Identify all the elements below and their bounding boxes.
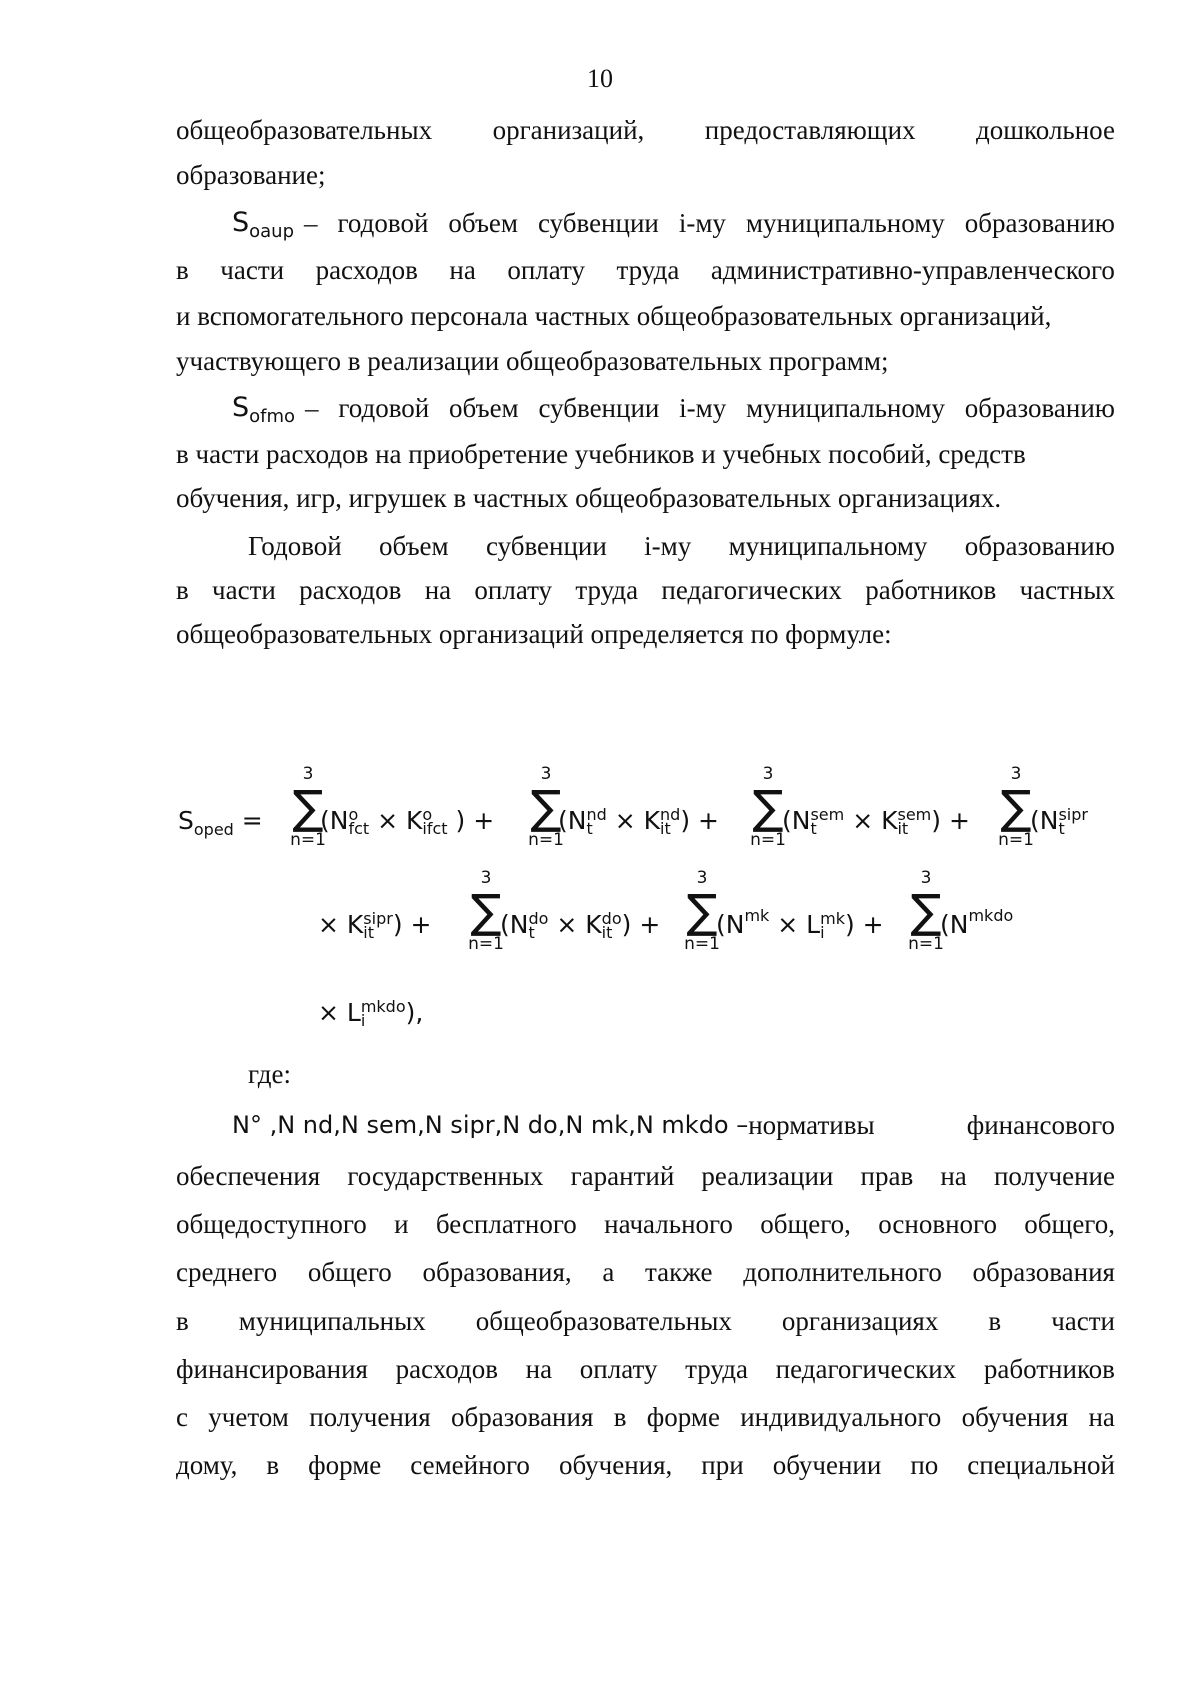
- norms-text: [748, 1108, 1115, 1142]
- word: i-му: [644, 531, 692, 561]
- word: обучения: [961, 1402, 1069, 1432]
- word: дому,: [176, 1450, 238, 1480]
- word: на: [1088, 1402, 1115, 1432]
- word: обеспечения: [176, 1161, 321, 1191]
- norms-symbols: N° ,N nd,N sem,N sipr,N do,N mk,N mkdo –: [232, 1111, 749, 1139]
- text-line: участвующего в реализации общеобразовательных программ;: [176, 346, 889, 376]
- formula-term-1: (N o fct × K o ifct ) +: [320, 805, 495, 838]
- word: и: [394, 1209, 409, 1239]
- word: на: [449, 255, 476, 285]
- word: индивидуального: [740, 1402, 942, 1432]
- text-line: [176, 1255, 1115, 1289]
- word: форме: [646, 1402, 720, 1432]
- word: i-му: [678, 208, 726, 238]
- word: по: [910, 1450, 939, 1480]
- formula-term-2: (N nd t × K nd it ) +: [558, 805, 719, 838]
- word: труда: [616, 255, 680, 285]
- word: гарантий: [570, 1161, 675, 1191]
- word: i-му: [679, 393, 727, 423]
- formula-term-5: (N do t × K do it ) +: [500, 909, 661, 942]
- word: работников: [983, 1354, 1115, 1384]
- text-line: [176, 1304, 1115, 1338]
- word: –: [304, 208, 318, 238]
- word: части: [1051, 1306, 1115, 1336]
- word: годовой: [338, 393, 430, 423]
- symbol-s-oaup: $S_{oaup}$: [232, 207, 295, 242]
- word: субвенции: [485, 531, 607, 561]
- text-line: [176, 1352, 1115, 1386]
- word: общего: [307, 1257, 392, 1287]
- word: годовой: [337, 208, 429, 238]
- formula-term-7: ($N^{mkdo}$: [940, 906, 1014, 939]
- definition-text: [304, 206, 1115, 249]
- sum-sign: 3 ∑ n=1: [528, 764, 564, 850]
- word: среднего: [176, 1257, 278, 1287]
- word: форме: [308, 1450, 382, 1480]
- word: нормативы: [748, 1110, 875, 1140]
- word: организаций,: [492, 115, 645, 145]
- word: общеобразовательных: [475, 1306, 732, 1336]
- sum-sign: 3 ∑ n=1: [750, 764, 786, 850]
- word: субвенции: [538, 393, 660, 423]
- symbol-s-ofmo: $S_{ofmo}$: [232, 392, 296, 427]
- word: муниципальному: [728, 531, 928, 561]
- text-line: образование;: [176, 160, 326, 190]
- word: с: [176, 1402, 188, 1432]
- word: специальной: [967, 1450, 1115, 1480]
- word: общего,: [760, 1209, 851, 1239]
- word: образованию: [964, 393, 1115, 423]
- word: расходов: [315, 255, 418, 285]
- text-line: [248, 529, 1115, 563]
- word: объем: [379, 531, 449, 561]
- word: в: [988, 1306, 1002, 1336]
- page-number: 10: [587, 64, 613, 93]
- word: субвенции: [537, 208, 659, 238]
- word: оплату: [507, 255, 585, 285]
- word: получения: [309, 1402, 431, 1432]
- text-line: и вспомогательного персонала частных общеобразовательных организаций,: [176, 301, 1052, 331]
- word: частных: [1019, 575, 1115, 605]
- word: административно-управленческого: [710, 255, 1115, 285]
- sum-sign: 3 ∑ n=1: [468, 868, 504, 954]
- definition-text: [305, 391, 1115, 434]
- text-line: общеобразовательных организаций определяется по формуле:: [176, 619, 892, 649]
- word: общеобразовательных: [176, 115, 433, 145]
- word: педагогических: [775, 1354, 957, 1384]
- text-line: [176, 573, 1115, 607]
- sum-sign: 3 ∑ n=1: [908, 868, 944, 954]
- text-line: [176, 1159, 1115, 1193]
- word: работников: [865, 575, 997, 605]
- text-line: в части расходов на приобретение учебников и учебных пособий, средств: [176, 439, 1026, 469]
- word: семейного: [410, 1450, 530, 1480]
- word: дополнительного: [743, 1257, 942, 1287]
- word: основного: [878, 1209, 997, 1239]
- word: на: [525, 1354, 553, 1384]
- word: оплату: [579, 1354, 658, 1384]
- norms-line: [232, 1108, 1115, 1142]
- word: учетом: [208, 1402, 289, 1432]
- word: Годовой: [248, 531, 342, 561]
- text-line: [176, 113, 1115, 147]
- word: муниципальных: [238, 1306, 426, 1336]
- word: образованию: [964, 531, 1115, 561]
- word: части: [212, 575, 276, 605]
- word: расходов: [299, 575, 402, 605]
- word: труда: [575, 575, 639, 605]
- word: прав: [860, 1161, 914, 1191]
- word: оплату: [474, 575, 553, 605]
- word: финансового: [966, 1110, 1115, 1140]
- word: на: [424, 575, 452, 605]
- word: –: [305, 393, 319, 423]
- formula-term-4-cont: × K sipr it ) +: [318, 909, 432, 942]
- word: государственных: [347, 1161, 544, 1191]
- word: обучения,: [558, 1450, 673, 1480]
- text-line: [176, 253, 1115, 287]
- word: образованию: [964, 208, 1115, 238]
- word: труда: [685, 1354, 748, 1384]
- word: финансирования: [176, 1354, 368, 1384]
- word: на: [940, 1161, 967, 1191]
- word: расходов: [395, 1354, 498, 1384]
- sum-sign: 3 ∑ n=1: [290, 764, 326, 850]
- text-line: обучения, игр, игрушек в частных общеобразовательных организациях.: [176, 483, 1002, 513]
- word: реализации: [701, 1161, 834, 1191]
- word: муниципальному: [746, 393, 945, 423]
- word: в: [613, 1402, 627, 1432]
- word: а: [602, 1257, 615, 1287]
- text-line: [176, 1448, 1115, 1482]
- word: образования: [972, 1257, 1115, 1287]
- word: дошкольное: [976, 115, 1115, 145]
- word: при: [701, 1450, 744, 1480]
- word: предоставляющих: [704, 115, 916, 145]
- word: получение: [993, 1161, 1115, 1191]
- word: объем: [449, 393, 519, 423]
- word: в: [266, 1450, 280, 1480]
- text-line: [176, 1207, 1115, 1241]
- definition-line: [232, 206, 1115, 249]
- word: в: [176, 575, 189, 605]
- word: объем: [448, 208, 518, 238]
- word: образования,: [422, 1257, 572, 1287]
- word: обучении: [772, 1450, 882, 1480]
- word: общедоступного: [176, 1209, 367, 1239]
- word: организациях: [781, 1306, 939, 1336]
- formula-term-6: ($N^{mk} \times L$ mk i ) +: [716, 906, 884, 942]
- formula-term-3: (N sem t × K sem it ) +: [782, 805, 970, 838]
- where-label: где:: [248, 1059, 291, 1089]
- word: педагогических: [661, 575, 842, 605]
- sum-sign: 3 ∑ n=1: [684, 868, 720, 954]
- definition-line: [232, 391, 1115, 434]
- formula-term-7-cont: × L mkdo i ),: [318, 997, 424, 1030]
- word: в: [176, 255, 189, 285]
- text-line: [176, 1400, 1115, 1434]
- word: образования: [450, 1402, 594, 1432]
- sum-sign: 3 ∑ n=1: [998, 764, 1034, 850]
- word: бесплатного: [435, 1209, 577, 1239]
- word: части: [220, 255, 285, 285]
- formula-lhs: $S_{oped}$ =: [178, 806, 263, 839]
- word: в: [176, 1306, 189, 1336]
- word: общего,: [1024, 1209, 1115, 1239]
- formula-term-4: (N sipr t: [1030, 805, 1088, 838]
- word: муниципальному: [745, 208, 945, 238]
- word: начального: [604, 1209, 733, 1239]
- word: также: [645, 1257, 713, 1287]
